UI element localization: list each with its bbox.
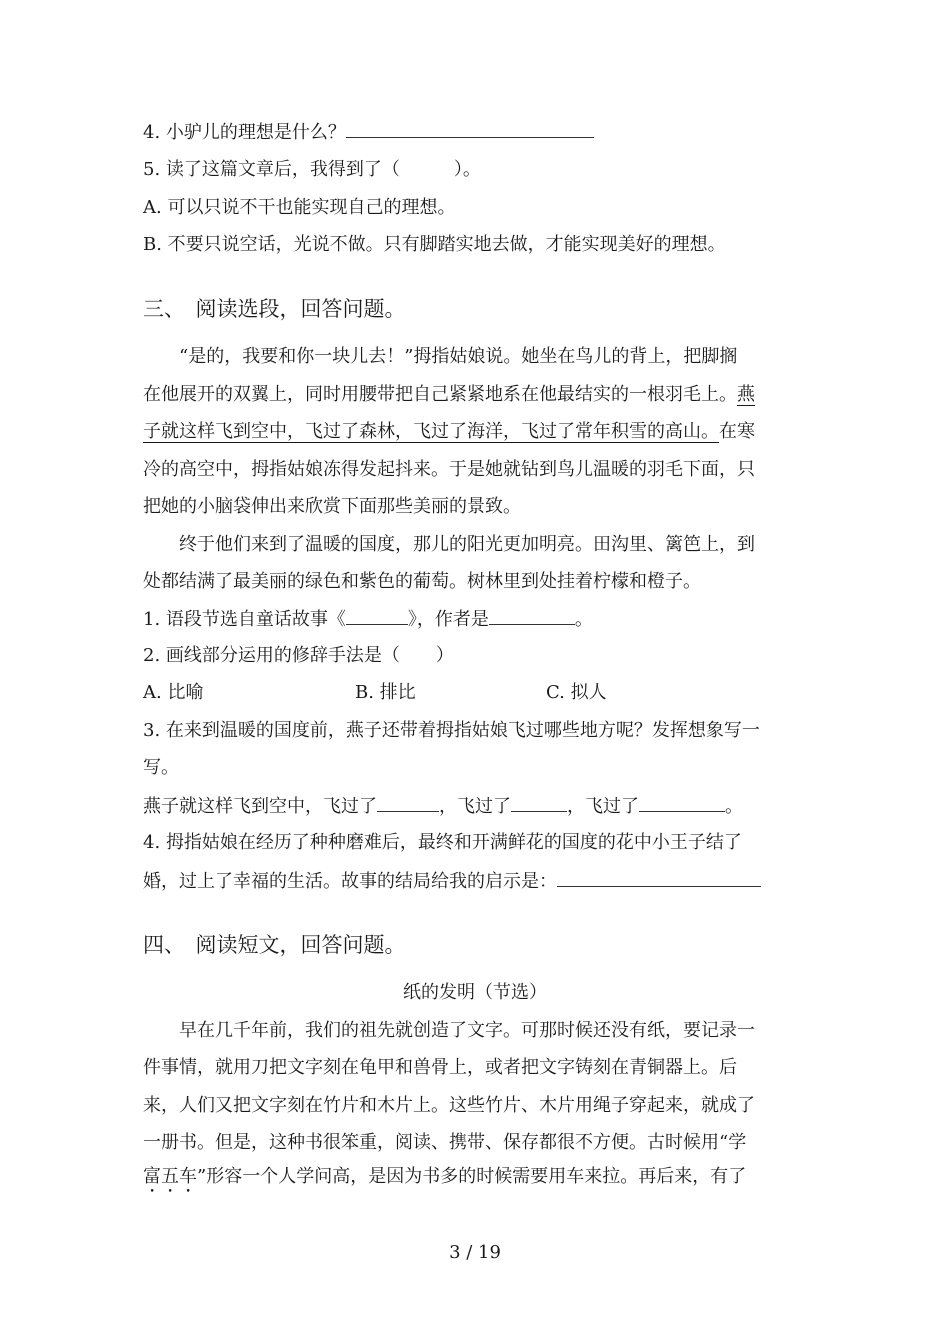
- underlined-text: 燕: [737, 384, 755, 405]
- option-b: B. 不要只说空话，光说不做。只有脚踏实地去做，才能实现美好的理想。: [143, 234, 726, 255]
- answer-blank[interactable]: [489, 606, 575, 625]
- emphasis-dotted-text: 富五车: [143, 1166, 197, 1187]
- question-3-fill: [143, 793, 743, 820]
- passage-text: 在他展开的双翼上，同时用腰带把自己紧紧地系在他最结实的一根羽毛上。: [143, 384, 737, 405]
- article-line: [143, 1164, 746, 1197]
- option-a: A. 比喻: [143, 682, 204, 703]
- article-line: 早在几千年前，我们的祖先就创造了文字。可那时候还没有纸，要记录一: [179, 1020, 755, 1041]
- option-a: A. 可以只说不干也能实现自己的理想。: [143, 197, 456, 218]
- passage-line: 冷的高空中，拇指姑娘冻得发起抖来。于是她就钻到鸟儿温暖的羽毛下面，只: [143, 459, 755, 480]
- passage-line: “是的，我要和你一块儿去！”拇指姑娘说。她坐在鸟儿的背上，把脚搁: [179, 346, 738, 367]
- option-c: C. 拟人: [546, 682, 607, 703]
- passage-line: 把她的小脑袋伸出来欣赏下面那些美丽的景致。: [143, 496, 521, 517]
- passage-line: 处都结满了最美丽的绿色和紫色的葡萄。树林里到处挂着柠檬和橙子。: [143, 571, 701, 592]
- article-text: ”形容一个人学问高，是因为书多的时候需要用车来拉。再后来，有了: [197, 1166, 747, 1187]
- question-2-options: [143, 680, 607, 706]
- question-1: [143, 606, 593, 633]
- answer-blank[interactable]: [511, 793, 567, 812]
- article-line: [143, 1130, 746, 1156]
- question-4-cont: [143, 868, 761, 895]
- answer-blank[interactable]: [377, 793, 439, 812]
- question-text: 婚，过上了幸福的生活。故事的结局给我的启示是：: [143, 871, 557, 892]
- question-4: 4. 拇指姑娘在经历了种种磨难后，最终和开满鲜花的国度的花中小王子结了: [143, 832, 742, 853]
- article-line: 来，人们又把文字刻在竹片和木片上。这些竹片、木片用绳子穿起来，就成了: [143, 1095, 755, 1116]
- article-text: 学: [728, 1132, 747, 1153]
- option-b: B. 排比: [355, 682, 416, 703]
- passage-line: [143, 382, 755, 408]
- question-text: ，飞过了: [439, 796, 511, 817]
- section-4-heading: 四、 阅读短文，回答问题。: [143, 933, 406, 957]
- question-text: 。: [574, 609, 593, 630]
- question-text: 燕子就这样飞到空中，飞过了: [143, 796, 377, 817]
- question-4: [143, 119, 594, 146]
- underlined-text: 子就这样飞到空中，飞过了森林，飞过了海洋，飞过了常年积雪的高山。: [143, 421, 719, 442]
- page-number: 3 / 19: [449, 1242, 501, 1263]
- answer-blank[interactable]: [346, 119, 594, 138]
- question-3: 3. 在来到温暖的国度前，燕子还带着拇指姑娘飞过哪些地方呢？发挥想象写一: [143, 720, 760, 741]
- article-title: 纸的发明（节选）: [403, 982, 547, 1003]
- question-text: 。: [725, 796, 743, 817]
- question-3-cont: 写。: [143, 757, 179, 778]
- passage-text: 在寒: [719, 421, 755, 442]
- question-5: 5. 读了这篇文章后，我得到了（ ）。: [143, 159, 481, 180]
- article-text: 一册书。但是，这种书很笨重，阅读、携带、保存都很不方便。古时候用“: [143, 1132, 729, 1153]
- question-text: 》，作者是: [407, 609, 489, 630]
- question-2: 2. 画线部分运用的修辞手法是（ ）: [143, 645, 454, 666]
- question-text: 1. 语段节选自童话故事《: [143, 609, 346, 630]
- question-4-text: 4. 小驴儿的理想是什么？: [143, 122, 346, 143]
- answer-blank[interactable]: [346, 606, 408, 625]
- article-line: 件事情，就用刀把文字刻在龟甲和兽骨上，或者把文字铸刻在青铜器上。后: [143, 1057, 737, 1078]
- passage-line: 终于他们来到了温暖的国度，那儿的阳光更加明亮。田沟里、篱笆上，到: [179, 534, 755, 555]
- passage-line: [143, 419, 755, 445]
- question-text: ，飞过了: [567, 796, 639, 817]
- answer-blank[interactable]: [639, 793, 725, 812]
- section-3-heading: 三、 阅读选段，回答问题。: [143, 297, 406, 321]
- answer-blank[interactable]: [557, 868, 761, 887]
